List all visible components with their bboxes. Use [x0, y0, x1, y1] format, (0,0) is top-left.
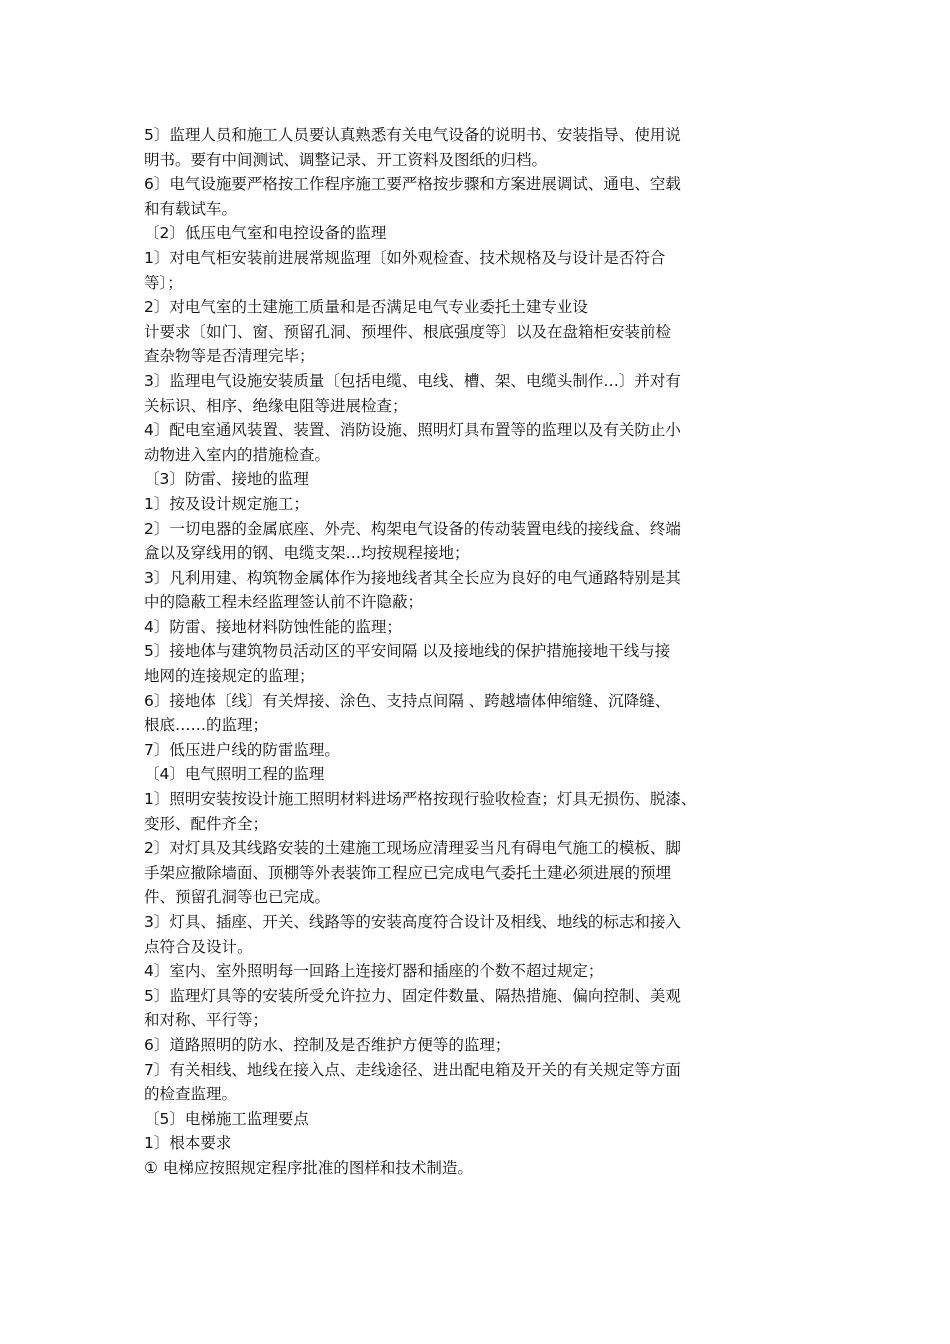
text-line: 件、预留孔洞等也已完成。 — [144, 888, 331, 907]
text-line: 3〕凡利用建、构筑物金属体作为接地线者其全长应为良好的电气通路特别是其 — [144, 568, 681, 587]
text-line: 关标识、相序、绝缘电阻等进展检查； — [144, 396, 408, 415]
text-line: ① 电梯应按照规定程序批准的图样和技术制造。 — [144, 1158, 473, 1177]
text-line: 和有载试车。 — [144, 199, 238, 218]
text-line: 2〕对灯具及其线路安装的土建施工现场应清理妥当凡有碍电气施工的模板、脚 — [144, 839, 681, 858]
section-heading: 〔3〕防雷、接地的监理 — [144, 470, 309, 489]
text-line: 6〕接地体〔线〕有关焊接、涂色、支持点间隔 、跨越墙体伸缩缝、沉降缝、 — [144, 691, 671, 710]
text-line: 4〕防雷、接地材料防蚀性能的监理； — [144, 617, 402, 636]
text-line: 1〕按及设计规定施工； — [144, 494, 309, 513]
text-line: 查杂物等是否清理完毕； — [144, 347, 315, 366]
text-line: 等〕； — [144, 273, 183, 292]
section-heading: 〔5〕电梯施工监理要点 — [144, 1109, 309, 1128]
text-line: 的检查监理。 — [144, 1085, 238, 1104]
text-line: 中的隐蔽工程未经监理签认前不许隐蔽； — [144, 593, 424, 612]
text-line: 6〕电气设施要严格按工作程序施工要严格按步骤和方案进展调试、通电、空载 — [144, 175, 681, 194]
text-line: 4〕配电室通风装置、装置、消防设施、照明灯具布置等的监理以及有关防止小 — [144, 421, 681, 440]
section-heading: 〔2〕低压电气室和电控设备的监理 — [144, 224, 387, 243]
text-line: 7〕低压进户线的防雷监理。 — [144, 740, 340, 759]
text-line: 手架应撤除墙面、顶棚等外表装饰工程应已完成电气委托土建必须进展的预埋 — [144, 863, 672, 882]
text-line: 变形、配件齐全； — [144, 814, 269, 833]
text-line: 计要求〔如门、窗、预留孔洞、预埋件、根底强度等〕以及在盘箱柜安装前检 — [144, 322, 672, 341]
text-line: 根底……的监理； — [144, 716, 269, 735]
text-line: 明书。要有中间测试、调整记录、开工资料及图纸的归档。 — [144, 150, 548, 169]
text-line: 2〕一切电器的金属底座、外壳、构架电气设备的传动装置电线的接线盒、终端 — [144, 519, 681, 538]
document-body — [144, 123, 824, 1181]
text-line: 1〕照明安装按设计施工照明材料进场严格按现行验收检查；灯具无损伤、脱漆、 — [144, 790, 697, 809]
text-line: 1〕根本要求 — [144, 1134, 232, 1153]
text-line: 5〕监理灯具等的安装所受允许拉力、固定件数量、隔热措施、偏向控制、美观 — [144, 986, 681, 1005]
text-line: 点符合及设计。 — [144, 937, 253, 956]
text-line: 2〕对电气室的土建施工质量和是否满足电气专业委托土建专业设 — [144, 298, 588, 317]
text-line: 5〕接地体与建筑物员活动区的平安间隔 以及接地线的保护措施接地干线与接 — [144, 642, 671, 661]
text-line: 5〕监理人员和施工人员要认真熟悉有关电气设备的说明书、安装指导、使用说 — [144, 126, 681, 144]
text-line: 盒以及穿线用的钢、电缆支架…均按规程接地； — [144, 544, 470, 563]
text-line: 地网的连接规定的监理； — [144, 667, 315, 686]
text-line: 3〕监理电气设施安装质量〔包括电缆、电线、槽、架、电缆头制作…〕并对有 — [144, 371, 681, 390]
text-line: 3〕灯具、插座、开关、线路等的安装高度符合设计及相线、地线的标志和接入 — [144, 913, 681, 931]
section-heading: 〔4〕电气照明工程的监理 — [144, 765, 325, 784]
text-line: 4〕室内、室外照明每一回路上连接灯器和插座的个数不超过规定； — [144, 962, 604, 981]
text-line: 1〕对电气柜安装前进展常规监理〔如外观检查、技术规格及与设计是否符合 — [144, 248, 666, 267]
text-line: 动物进入室内的措施检查。 — [144, 445, 331, 464]
text-line: 7〕有关相线、地线在接入点、走线途径、进出配电箱及开关的有关规定等方面 — [144, 1060, 681, 1079]
text-line: 6〕道路照明的防水、控制及是否维护方便等的监理； — [144, 1035, 511, 1054]
text-line: 和对称、平行等； — [144, 1011, 269, 1030]
